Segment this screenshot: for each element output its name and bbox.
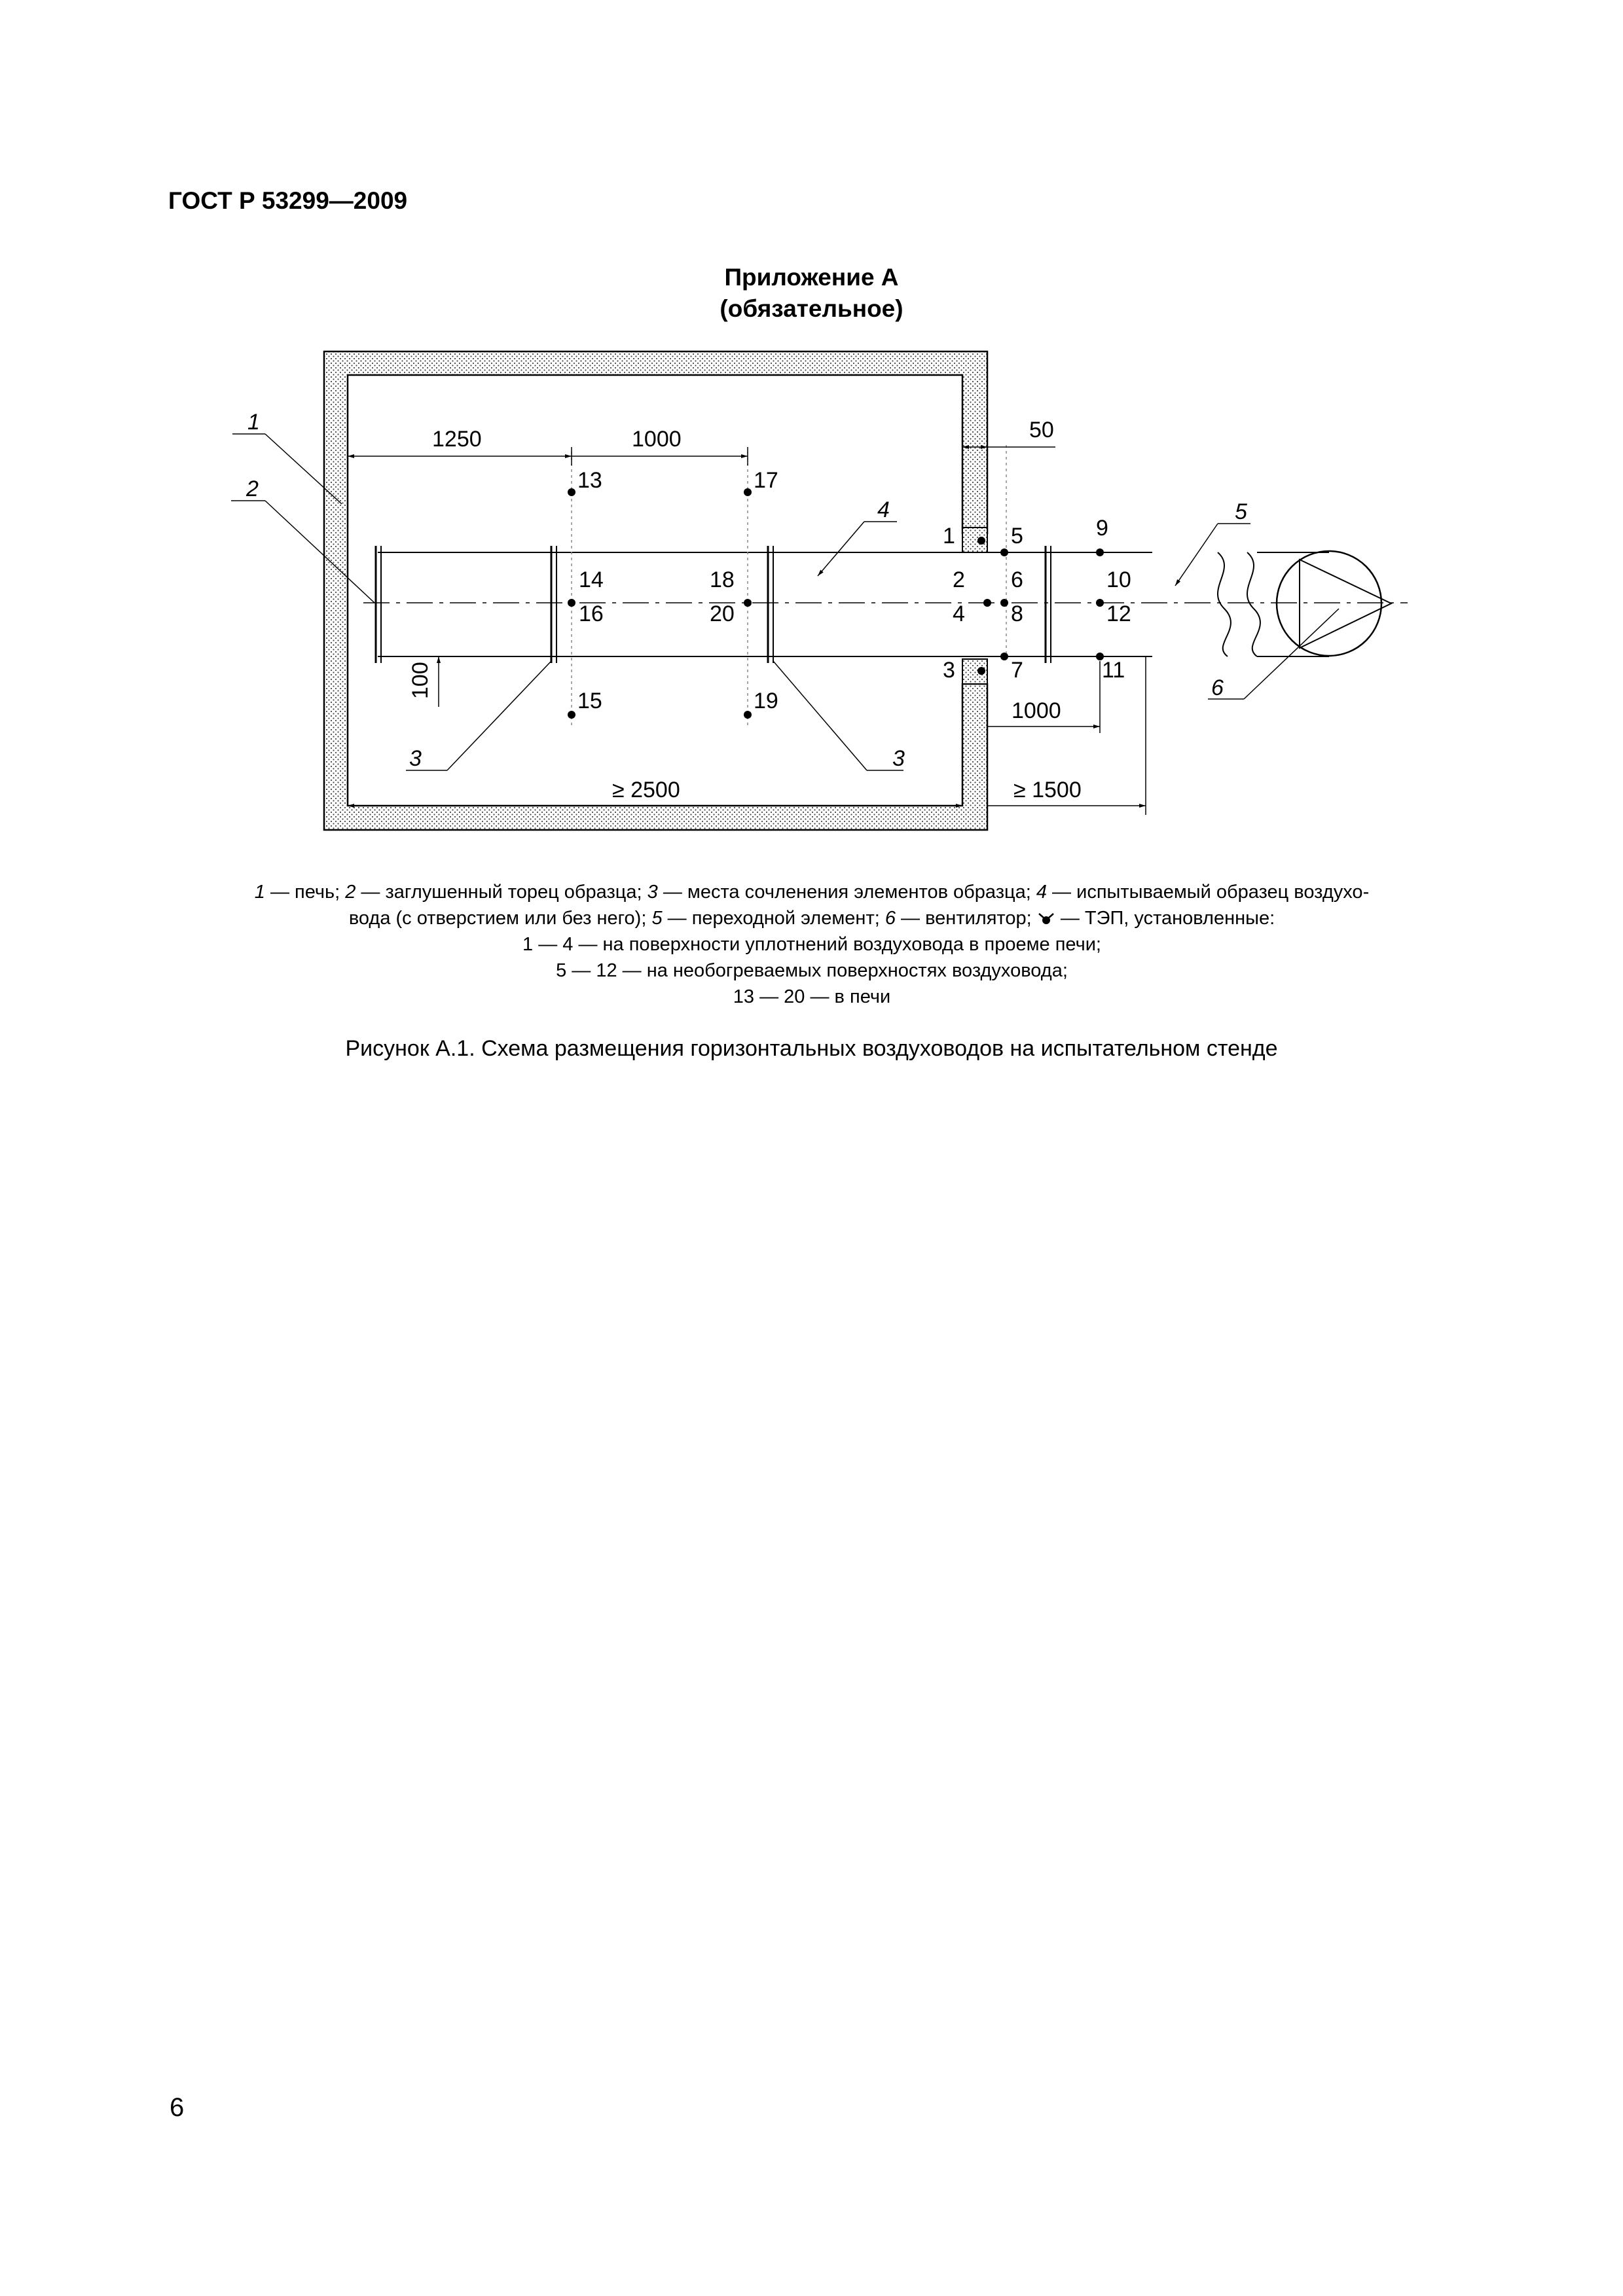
tep-label-11: 11 (1102, 658, 1125, 683)
label-plug-end: 2 (246, 476, 259, 501)
dim-1000-bottom: 1000 (1012, 698, 1061, 723)
tep-marker-6 (1000, 599, 1008, 607)
label-joint-right: 3 (892, 746, 905, 771)
label-fan: 6 (1211, 675, 1224, 700)
thermocouple-markers (568, 488, 1104, 719)
figure-legend (164, 879, 1460, 1010)
leader-lines (231, 434, 1339, 770)
dim-1000-top: 1000 (632, 427, 682, 452)
tep-label-3: 3 (943, 658, 955, 683)
tep-label-5: 5 (1011, 524, 1023, 548)
tep-label-10: 10 (1106, 567, 1131, 592)
legend-text-tep: — ТЭП, установленные: (1055, 908, 1275, 929)
tep-label-8: 8 (1011, 601, 1023, 626)
tep-label-14: 14 (579, 567, 604, 592)
legend-text-5: — переходной элемент; (662, 908, 885, 929)
tep-marker-9 (1096, 548, 1104, 556)
tep-label-6: 6 (1011, 567, 1023, 592)
tep-marker-2 (983, 599, 991, 607)
tep-marker-10 (1096, 599, 1104, 607)
tep-marker-18 (744, 599, 752, 607)
appendix-title: Приложение А (724, 264, 899, 291)
legend-num-6: 6 (884, 908, 896, 929)
tep-label-7: 7 (1011, 658, 1023, 683)
furnace (324, 351, 987, 830)
dim-100: 100 (408, 662, 433, 699)
tep-marker-15 (568, 711, 575, 719)
legend-text-4: — испытываемый образец воздухо- (1047, 882, 1370, 903)
label-furnace: 1 (247, 410, 260, 435)
measurement-lines (572, 445, 1006, 726)
tep-label-4: 4 (953, 601, 965, 626)
legend-num-3: 3 (647, 882, 658, 903)
label-transition: 5 (1235, 499, 1247, 524)
legend-num-1: 1 (254, 882, 265, 903)
tep-label-9: 9 (1096, 516, 1108, 541)
dim-1500: ≥ 1500 (1013, 778, 1082, 802)
tep-label-16: 16 (579, 601, 604, 626)
legend-text-6: — вентилятор; (895, 908, 1037, 929)
figure-caption: Рисунок А.1. Схема размещения горизонтальных воздуховодов на испытательном стенде (345, 1036, 1278, 1061)
legend-text-1: — печь; (264, 882, 346, 903)
label-sample: 4 (877, 497, 890, 522)
label-joint-left: 3 (409, 746, 422, 771)
tep-label-19: 19 (754, 689, 778, 713)
tep-label-13: 13 (577, 468, 602, 493)
tep-label-17: 17 (754, 468, 778, 493)
legend-line-2 (164, 905, 1460, 931)
legend-line-5: 13 — 20 — в печи (733, 986, 891, 1007)
tep-marker-17 (744, 488, 752, 496)
tep-label-20: 20 (710, 601, 735, 626)
tep-marker-3 (977, 667, 985, 675)
tep-marker-19 (744, 711, 752, 719)
tep-marker-13 (568, 488, 575, 496)
legend-num-5: 5 (651, 908, 663, 929)
thermocouple-symbol-icon (1037, 912, 1055, 926)
legend-line-3: 1 — 4 — на поверхности уплотнений воздуховода в проеме печи; (522, 934, 1101, 955)
test-stand-diagram (0, 0, 1623, 870)
fan (1257, 551, 1391, 656)
tep-marker-5 (1000, 548, 1008, 556)
legend-line-4: 5 — 12 — на необогреваемых поверхностях воздуховода; (556, 960, 1068, 981)
tep-marker-1 (977, 537, 985, 545)
tep-label-2: 2 (953, 567, 965, 592)
tep-label-12: 12 (1106, 601, 1131, 626)
tep-label-18: 18 (710, 567, 735, 592)
tep-marker-14 (568, 599, 575, 607)
legend-text-2: — заглушенный торец образца; (356, 882, 647, 903)
tep-label-15: 15 (577, 689, 602, 713)
legend-text-4b: вода (с отверстием или без него); (348, 908, 652, 929)
document-header: ГОСТ Р 53299—2009 (168, 187, 408, 214)
legend-num-4: 4 (1036, 882, 1047, 903)
legend-text-3: — места сочленения элементов образца; (657, 882, 1036, 903)
tep-label-1: 1 (943, 524, 955, 548)
dim-2500: ≥ 2500 (612, 778, 680, 802)
page-number: 6 (170, 2093, 185, 2122)
dim-1250: 1250 (432, 427, 482, 452)
tep-marker-7 (1000, 653, 1008, 660)
legend-num-2: 2 (345, 882, 356, 903)
legend-line-1 (164, 879, 1460, 905)
dim-50: 50 (1029, 418, 1054, 442)
appendix-note: (обязательное) (720, 295, 903, 322)
